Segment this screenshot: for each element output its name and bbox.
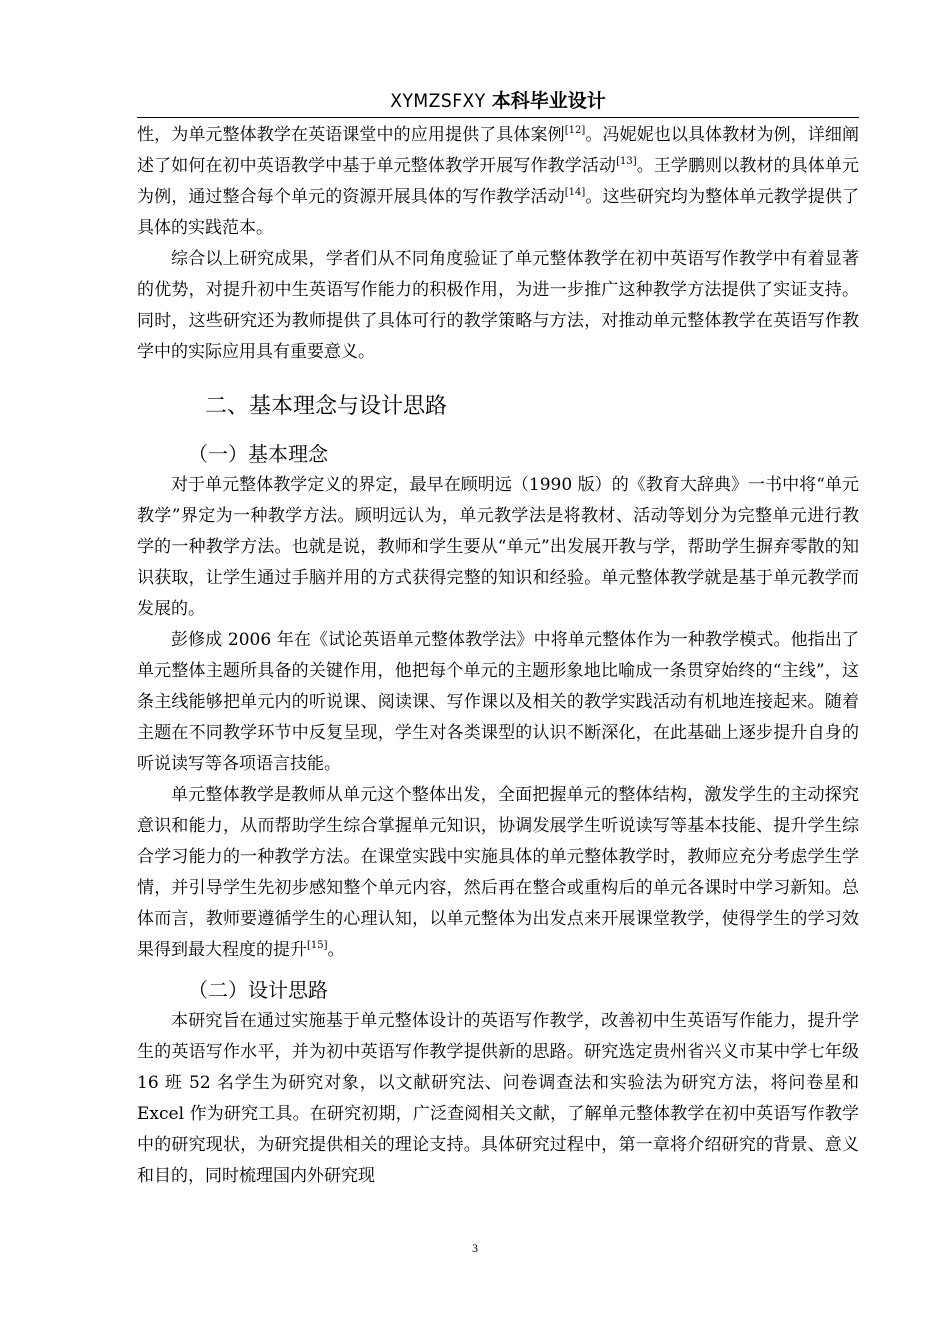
- subsection-heading-1: （一）基本理念: [188, 442, 328, 466]
- paragraph-2: 综合以上研究成果，学者们从不同角度验证了单元整体教学在初中英语写作教学中有着显著的优势，对提升初中生英语写作能力的积极作用，为进一步推广这种教学方法提供了实证支持。同时，这些研究还为教师提供了具体可行的教学策略与方法，对推动单元整体教学在英语写作教学中的实际应用具有重要意义。: [137, 249, 859, 362]
- paragraph-3: 对于单元整体教学定义的界定，最早在顾明远（1990 版）的《教育大辞典》一书中将“单元教学”界定为一种教学方法。顾明远认为，单元教学法是将教材、活动等划分为完整单元进行教学的一种教学方法。也就是说，教师和学生要从“单元”出发展开教与学，帮助学生摒弃零散的知识获取，让学生通过手脑并用的方式获得完整的知识和经验。单元整体教学就是基于单元教学而发展的。: [137, 475, 859, 619]
- section-heading: 二、基本理念与设计思路: [205, 394, 448, 419]
- page-number: 3: [472, 1241, 478, 1255]
- citation-14: [14]: [564, 187, 586, 198]
- page-body: [137, 120, 859, 1192]
- subsection-heading-2: （二）设计思路: [188, 978, 328, 1002]
- header-divider: [137, 117, 859, 118]
- header-title: 本科毕业设计: [491, 90, 606, 112]
- citation-15: [15]: [307, 940, 328, 951]
- paragraph-5: 单元整体教学是教师从单元这个整体出发，全面把握单元的整体结构，激发学生的主动探究意识和能力，从而帮助学生综合掌握单元知识，协调发展学生听说读写等基本技能、提升学生综合学习能力的一种教学方法。在课堂实践中实施具体的单元整体教学时，教师应充分考虑学生学情，并引导学生先初步感知整个单元内容，然后再在整合或重构后的单元各课时中学习新知。总体而言，教师要遵循学生的心理认知，以单元整体为出发点来开展课堂教学，使得学生的学习效果得到最大程度的提升[15]。: [137, 785, 859, 960]
- header-school-code: XYMZSFXY: [390, 90, 486, 112]
- page-header: [137, 88, 859, 114]
- citation-12: [12]: [564, 125, 586, 136]
- paragraph-4: 彭修成 2006 年在《试论英语单元整体教学法》中将单元整体作为一种教学模式。他指出了单元整体主题所具备的关键作用，他把每个单元的主题形象地比喻成一条贯穿始终的“主线”，这条主线能够把单元内的听说课、阅读课、写作课以及相关的教学实践活动有机地连接起来。随着主题在不同教学环节中反复呈现，学生对各类课型的认识不断深化，在此基础上逐步提升自身的听说读写等各项语言技能。: [137, 630, 859, 774]
- paragraph-1: 性，为单元整体教学在英语课堂中的应用提供了具体案例[12]。冯妮妮也以具体教材为例，详细阐述了如何在初中英语教学中基于单元整体教学开展写作教学活动[13]。王学鹏则以教材的具体单元为例，通过整合每个单元的资源开展具体的写作教学活动[14]。这些研究均为整体单元教学提供了具体的实践范本。: [137, 125, 860, 238]
- paragraph-6: 本研究旨在通过实施基于单元整体设计的英语写作教学，改善初中生英语写作能力，提升学生的英语写作水平，并为初中英语写作教学提供新的思路。研究选定贵州省兴义市某中学七年级 16 班 52 名学生为研究对象，以文献研究法、问卷调查法和实验法为研究方法，将问卷星和 Excel 作为研究工具。在研究初期，广泛查阅相关文献，了解单元整体教学在初中英语写作教学中的研究现状，为研究提供相关的理论支持。具体研究过程中，第一章将介绍研究的背景、意义和目的，同时梳理国内外研究现: [137, 1011, 859, 1186]
- citation-13: [13]: [616, 156, 637, 167]
